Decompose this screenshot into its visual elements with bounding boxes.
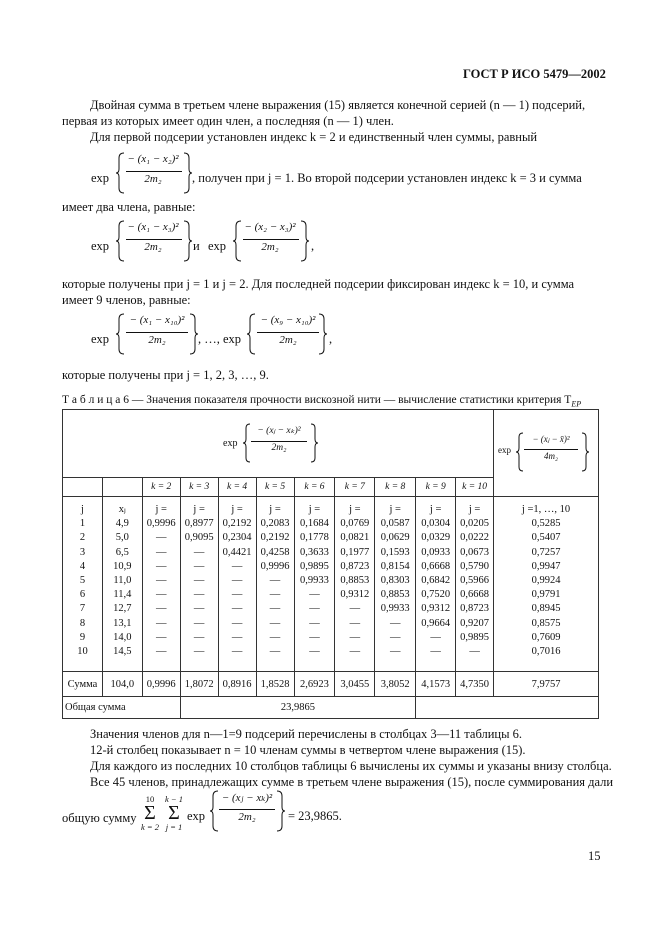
table-cell: 0,9996: [260, 560, 290, 572]
table-cell: j =: [155, 504, 167, 515]
table-cell: —: [155, 631, 167, 643]
table-cell: 1: [79, 518, 86, 530]
table-cell: —: [269, 617, 281, 629]
f2-numerator-1: − (x₁ − x₃)²: [127, 221, 179, 233]
table-cell: 0,8853: [340, 575, 370, 587]
col-values: [418, 503, 453, 659]
table-cell: —: [430, 646, 441, 658]
table-cell: —: [193, 646, 205, 658]
col-x: [102, 497, 142, 672]
table-cell: 0,9933: [300, 575, 329, 587]
table-cell: j =: [269, 504, 281, 515]
f2-right-brace-2: [300, 220, 310, 262]
f3-numerator-1: − (x₁ − x₁₀)²: [129, 314, 185, 326]
f3-dots: , …,: [198, 332, 220, 346]
table-header-row: [63, 410, 599, 478]
f1-exp: exp: [91, 171, 110, 185]
table-cell: —: [231, 646, 243, 658]
table-cell: 0,7609: [531, 631, 561, 643]
table-cell: 6: [79, 589, 86, 601]
table-cell: xⱼ: [118, 504, 126, 515]
table-cell: 0,8723: [460, 603, 489, 615]
table-cell: 0,9791: [531, 589, 561, 601]
table-cell: —: [349, 646, 361, 658]
f2-denominator-1: 2m₂: [144, 241, 162, 253]
f2-conj: и: [193, 239, 200, 253]
col-k9: [416, 497, 456, 672]
f4-sum2-bot: j = 1: [165, 822, 183, 832]
table-cell: 13,1: [113, 617, 132, 629]
para5-line1: Значения членов для n—1=9 подсерий перечислены в столбцах 3—11 таблицы 6.: [90, 727, 523, 741]
h-numerator: − (xⱼ − xₖ)²: [257, 425, 301, 436]
table-cell: —: [309, 603, 320, 615]
table-cell: 0,4421: [222, 546, 252, 558]
para2-line1: имеет два члена, равные:: [62, 200, 196, 214]
f4-sigma-1: Σ: [144, 802, 156, 824]
table-caption-text: Т а б л и ц а 6 — Значения показателя прочности вискозной нити — вычисление статистики критерия T: [62, 394, 572, 406]
table-cell: —: [269, 646, 281, 658]
k-label: k = 6: [294, 478, 335, 497]
table-cell: —: [155, 603, 167, 615]
col-values: [221, 503, 254, 659]
col-k2: [142, 497, 180, 672]
h-denominator: 2m₂: [271, 442, 287, 453]
f3-exp2: exp: [223, 332, 242, 346]
sum-cell: 4,7350: [456, 672, 494, 697]
table-cell: 0,7257: [531, 546, 561, 558]
table-cell: 0,0769: [340, 518, 370, 530]
f4-lead: общую сумму: [62, 811, 137, 825]
table-cell: —: [231, 617, 243, 629]
table-cell: 3: [79, 546, 86, 558]
col-k8: [375, 497, 416, 672]
f4-right-brace: [276, 790, 286, 832]
k-blank-2: [102, 478, 142, 497]
sum-row: [63, 672, 599, 697]
table-cell: —: [430, 631, 441, 643]
col-values: [377, 503, 413, 659]
table-cell: —: [193, 589, 205, 601]
table-cell: —: [349, 603, 361, 615]
header-exp2-formula: [498, 430, 594, 476]
table-cell: 0,8977: [184, 518, 214, 530]
table-cell: 0,8853: [380, 589, 410, 601]
page-number: 15: [588, 849, 601, 863]
sum-cell: 0,9996: [142, 672, 180, 697]
table-cell: —: [155, 532, 167, 544]
table-cell: j =: [429, 504, 442, 515]
col-values: [496, 503, 596, 659]
col-k7: [335, 497, 375, 672]
table-cell: 5: [79, 575, 86, 587]
table-cell: 0,2192: [222, 518, 252, 530]
k-label: k = 2: [142, 478, 180, 497]
para5-line2: 12-й столбец показывает n = 10 членам суммы в четвертом члене выражения (15).: [90, 743, 526, 757]
col-values: [183, 503, 216, 659]
table-cell: j: [81, 504, 84, 515]
h2-exp: exp: [498, 445, 512, 455]
col-mean: [494, 497, 599, 672]
f3-exp1: exp: [91, 332, 110, 346]
table-cell: 0,0821: [340, 532, 370, 544]
total-row: [63, 697, 599, 719]
col-j: [63, 497, 103, 672]
f2-tail: ,: [311, 239, 315, 253]
h-fraction-bar: [251, 441, 307, 442]
f4-numerator: − (xⱼ − xₖ)²: [221, 792, 273, 804]
f2-numerator-2: − (x₂ − x₃)²: [244, 221, 296, 233]
f4-result: = 23,9865.: [288, 809, 342, 823]
f3-denominator-2: 2m₂: [279, 334, 297, 346]
table-cell: 8: [79, 617, 86, 629]
table-cell: 11,4: [113, 589, 132, 601]
f4-denominator: 2m₂: [238, 811, 256, 823]
table-cell: 0,8303: [380, 575, 410, 587]
f4-sum1-bot: k = 2: [140, 822, 159, 832]
table-cell: 0,0329: [421, 532, 451, 544]
table-cell: —: [193, 603, 205, 615]
table-cell: 2: [79, 532, 86, 544]
table-cell: —: [309, 589, 320, 601]
sum-label: Сумма: [63, 672, 103, 697]
table-cell: 14,0: [113, 631, 132, 643]
table-cell: —: [231, 575, 243, 587]
table-cell: j =: [308, 504, 321, 515]
para3-line1: которые получены при j = 1 и j = 2. Для последней подсерии фиксирован индекс k = 10, и сумма: [62, 277, 575, 291]
table-cell: j =: [389, 504, 401, 515]
f1-after: , получен при j = 1. Во второй подсерии установлен индекс k = 3 и сумма: [192, 171, 582, 185]
f4-sum1-top: 10: [145, 794, 155, 804]
table-cell: —: [269, 603, 281, 615]
table-cell: 4: [79, 560, 86, 572]
table-cell: 0,0205: [460, 518, 489, 530]
h-exp: exp: [223, 437, 238, 449]
table-cell: —: [349, 617, 361, 629]
table-cell: —: [231, 589, 243, 601]
table-cell: 0,0304: [421, 518, 451, 530]
table-cell: 14,5: [113, 646, 132, 658]
table-cell: j =1, …, 10: [521, 504, 571, 515]
table-cell: 9: [79, 631, 86, 643]
table-cell: j =: [231, 504, 243, 515]
h2-numerator: − (xⱼ − x̄)²: [532, 434, 570, 444]
k-label: k = 5: [256, 478, 294, 497]
table-cell: 10,9: [113, 560, 132, 572]
table-cell: 0,0673: [460, 546, 489, 558]
col-values: [297, 503, 333, 659]
col-values: [145, 503, 178, 659]
f2-denominator-2: 2m₂: [261, 241, 279, 253]
table-cell: 0,7520: [421, 589, 451, 601]
table-cell: 12,7: [113, 603, 132, 615]
table-cell: 11,0: [113, 575, 132, 587]
table-cell: 6,5: [115, 546, 129, 558]
table-cell: 0,9996: [146, 518, 176, 530]
table-cell: j =: [193, 504, 205, 515]
table-cell: —: [389, 617, 401, 629]
sum-cell: 104,0: [102, 672, 142, 697]
f2-exp2: exp: [208, 239, 227, 253]
col-k4: [218, 497, 256, 672]
sum-cell: 0,8916: [218, 672, 256, 697]
sum-cell: 2,6923: [294, 672, 335, 697]
f1-fraction-bar: [126, 171, 182, 172]
col-x-values: [105, 503, 140, 659]
table-cell: 0,6842: [421, 575, 451, 587]
table-cell: 0,7016: [531, 646, 561, 658]
f4-sigma-2: Σ: [168, 802, 180, 824]
table-cell: —: [231, 631, 243, 643]
table-cell: 7: [79, 603, 86, 615]
col-k6: [294, 497, 335, 672]
total-label: Общая сумма: [63, 697, 181, 719]
table-cell: —: [389, 631, 401, 643]
table-cell: —: [231, 560, 243, 572]
table-cell: —: [309, 617, 320, 629]
para5-line4: Все 45 членов, принадлежащих сумме в третьем члене выражения (15), после суммирования дали: [90, 775, 614, 789]
sum-cell: 3,8052: [375, 672, 416, 697]
table-cell: 0,8154: [380, 560, 410, 572]
f4-sum2-top: k − 1: [164, 794, 183, 804]
f2-exp1: exp: [91, 239, 110, 253]
k-label: k = 4: [218, 478, 256, 497]
col-k10: [456, 497, 494, 672]
table-cell: —: [193, 575, 205, 587]
sum-cell: 3,0455: [335, 672, 375, 697]
f1-numerator: − (x₁ − x₂)²: [127, 153, 179, 165]
k-label: k = 9: [416, 478, 456, 497]
f4-fraction-bar: [219, 809, 275, 810]
para1-line2: первая из которых имеет один член, а последняя (n — 1) член.: [62, 114, 394, 128]
table-cell: 0,0222: [460, 532, 489, 544]
table-cell: —: [269, 631, 281, 643]
f1-denominator: 2m₂: [144, 173, 162, 185]
para4-line1: которые получены при j = 1, 2, 3, …, 9.: [62, 368, 269, 382]
col-j-values: [65, 503, 100, 659]
table-cell: —: [193, 617, 205, 629]
f2-right-brace-1: [183, 220, 193, 262]
col-k3: [180, 497, 218, 672]
table-cell: 0,2083: [260, 518, 290, 530]
f3-numerator-2: − (x₉ − x₁₀)²: [260, 314, 316, 326]
para1-line1: Двойная сумма в третьем члене выражения (15) является конечной серией (n — 1) подсерий,: [90, 98, 586, 112]
table-cell: 0,1778: [300, 532, 329, 544]
table-cell: —: [193, 560, 205, 572]
col-values: [458, 503, 491, 659]
total-blank: [416, 697, 599, 719]
f3-tail: ,: [329, 332, 333, 346]
table-cell: 0,9312: [340, 589, 370, 601]
sum-cell: 1,8528: [256, 672, 294, 697]
para1-line3: Для первой подсерии установлен индекс k = 2 и единственный член суммы, равный: [90, 130, 538, 144]
doc-code: ГОСТ Р ИСО 5479—2002: [463, 67, 606, 81]
table-cell: 0,0629: [380, 532, 410, 544]
k-label: k = 3: [180, 478, 218, 497]
table-cell: —: [155, 546, 167, 558]
h-right-brace: [310, 423, 318, 463]
table-cell: 0,9207: [460, 617, 489, 629]
table-cell: 0,8723: [340, 560, 370, 572]
f3-right-brace-2: [318, 313, 328, 355]
table-cell: 0,5407: [531, 532, 561, 544]
header-exp2-cell: [494, 410, 599, 497]
table-cell: 0,8575: [531, 617, 561, 629]
table-caption-subscript: EP: [571, 399, 582, 409]
para5-line3: Для каждого из последних 10 столбцов таблицы 6 вычислены их суммы и указаны внизу столбца.: [90, 759, 612, 773]
table-cell: 0,6668: [421, 560, 451, 572]
table-cell: 0,1684: [300, 518, 329, 530]
table-cell: j =: [349, 504, 361, 515]
table-cell: 0,3633: [300, 546, 329, 558]
table-body-row: [63, 497, 599, 672]
table-cell: 0,9924: [531, 575, 561, 587]
h2-denominator: 4m₂: [543, 451, 559, 461]
table-cell: 0,0587: [380, 518, 410, 530]
table-cell: 0,9895: [460, 631, 489, 643]
k-label: k = 7: [335, 478, 375, 497]
table-cell: 0,4258: [260, 546, 290, 558]
table-cell: 0,5285: [531, 518, 561, 530]
table-cell: —: [309, 631, 320, 643]
table-cell: 0,5790: [460, 560, 489, 572]
h2-fraction-bar: [524, 449, 578, 450]
k-label: k = 10: [456, 478, 494, 497]
table-cell: —: [193, 631, 205, 643]
table-cell: —: [155, 617, 167, 629]
header-exp-formula: [223, 421, 333, 467]
table-cell: 0,2304: [222, 532, 252, 544]
table-cell: 0,9664: [421, 617, 451, 629]
table-cell: 0,1593: [380, 546, 410, 558]
sum-cell: 7,9757: [494, 672, 599, 697]
table-cell: —: [309, 646, 320, 658]
h2-right-brace: [581, 432, 589, 472]
table-cell: 0,9312: [421, 603, 451, 615]
f2-fraction-bar-1: [126, 239, 182, 240]
table-cell: 10: [77, 646, 88, 658]
f3-fraction-bar-2: [257, 332, 319, 333]
table-cell: 5,0: [115, 532, 129, 544]
table-cell: —: [269, 575, 281, 587]
sum-cell: 1,8072: [180, 672, 218, 697]
table-cell: —: [231, 603, 243, 615]
table-cell: 0,9895: [300, 560, 329, 572]
sum-cell: 4,1573: [416, 672, 456, 697]
f3-denominator-1: 2m₂: [148, 334, 166, 346]
col-k5: [256, 497, 294, 672]
table-cell: 0,9933: [380, 603, 410, 615]
table-cell: 0,1977: [340, 546, 370, 558]
table-cell: —: [155, 560, 167, 572]
table-cell: —: [155, 575, 167, 587]
table-cell: 0,8945: [531, 603, 561, 615]
table-6: [62, 409, 599, 719]
k-label: k = 8: [375, 478, 416, 497]
f3-fraction-bar-1: [126, 332, 188, 333]
table-cell: 0,9947: [531, 560, 561, 572]
col-values: [259, 503, 292, 659]
k-blank-1: [63, 478, 103, 497]
table-cell: —: [193, 546, 205, 558]
total-value: 23,9865: [180, 697, 416, 719]
table-cell: j =: [468, 504, 481, 515]
para3-line2: имеет 9 членов, равные:: [62, 293, 191, 307]
table-cell: 0,6668: [460, 589, 489, 601]
f4-exp: exp: [187, 809, 206, 823]
table-cell: —: [155, 589, 167, 601]
f2-fraction-bar-2: [243, 239, 299, 240]
table-cell: —: [269, 589, 281, 601]
table-cell: 0,2192: [260, 532, 290, 544]
col-values: [337, 503, 372, 659]
table-cell: 0,9095: [184, 532, 214, 544]
table-cell: —: [389, 646, 401, 658]
table-cell: —: [349, 631, 361, 643]
table-cell: —: [469, 646, 480, 658]
table-cell: 0,0933: [421, 546, 451, 558]
header-exp-cell: [63, 410, 494, 478]
table-cell: 0,5966: [460, 575, 489, 587]
table-cell: —: [155, 646, 167, 658]
table-cell: 4,9: [115, 518, 129, 530]
